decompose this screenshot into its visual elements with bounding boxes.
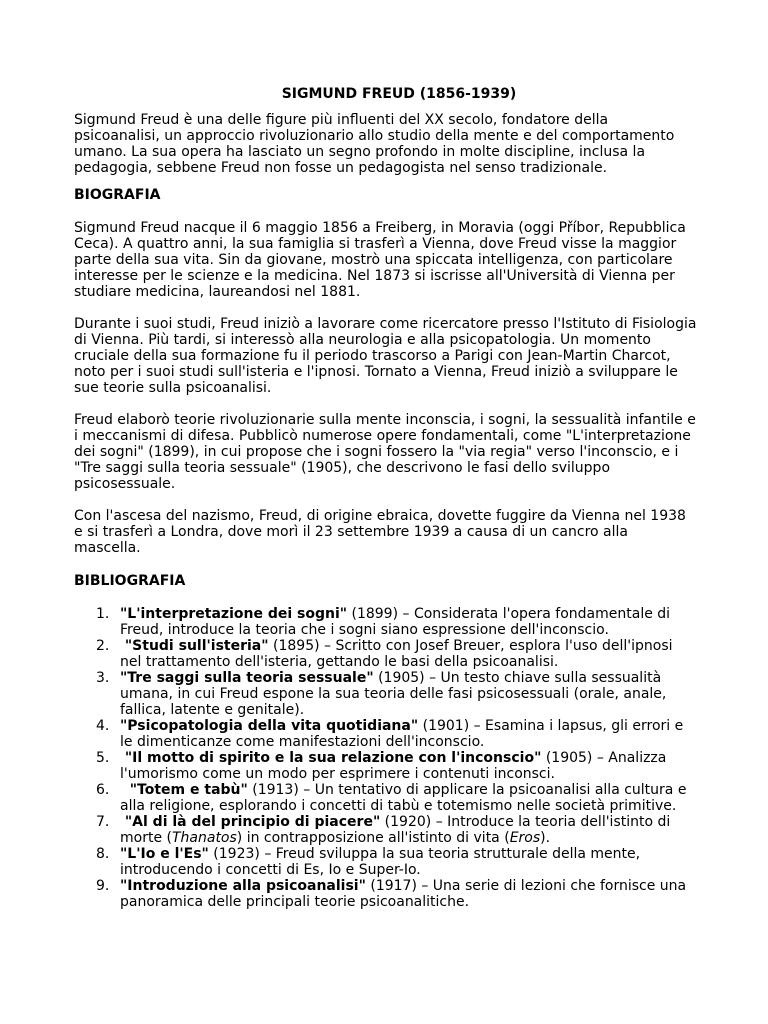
bibliography-item: [96, 606, 698, 638]
bibliography-list: [74, 606, 698, 910]
bibliography-item: [96, 814, 698, 846]
item-number: 2.: [96, 638, 110, 654]
book-description: ) in contrapposizione all'istinto di vita (: [236, 830, 510, 846]
book-description: (1913) – Un tentativo di applicare la psicoanalisi alla cultura e alla religione, esplorando i concetti di tabù e totemismo nelle società primitive.: [120, 782, 687, 814]
item-number: 1.: [96, 606, 110, 622]
bibliography-item: [96, 638, 698, 670]
italic-term: Thanatos: [171, 830, 237, 846]
book-description: (1905) – Un testo chiave sulla sessualità umana, in cui Freud espone la sua teoria delle fasi psicosessuali (orale, anale, fallica, latente e genitale).: [120, 670, 667, 718]
book-description: ).: [540, 830, 551, 846]
item-number: 8.: [96, 846, 110, 862]
biography-paragraph: Sigmund Freud nacque il 6 maggio 1856 a Freiberg, in Moravia (oggi Příbor, Repubblica Ceca). A quattro anni, la sua famiglia si trasferì a Vienna, dove Freud visse la maggior parte della sua vita. Sin da giovane, mostrò una spiccata intelligenza, con particolare interesse per le scienze e la medicina. Nel 1873 si iscrisse all'Università di Vienna per studiare medicina, laureandosi nel 1881.: [74, 220, 686, 300]
item-number: 9.: [96, 878, 110, 894]
book-description: (1923) – Freud sviluppa la sua teoria strutturale della mente, introducendo i concetti di Es, Io e Super-Io.: [120, 846, 641, 878]
bibliography-item: [96, 782, 698, 814]
book-description: (1895) – Scritto con Josef Breuer, esplora l'uso dell'ipnosi nel trattamento dell'isteria, gettando le basi della psicoanalisi.: [120, 638, 673, 670]
book-description: (1899) – Considerata l'opera fondamentale di Freud, introduce la teoria che i sogni siano espressione dell'inconscio.: [120, 606, 671, 638]
item-number: 6.: [96, 782, 110, 798]
book-title: "Studi sull'isteria": [120, 638, 269, 654]
book-description: (1917) – Una serie di lezioni che fornisce una panoramica delle principali teorie psicoanalitiche.: [120, 878, 687, 910]
bibliography-heading: BIBLIOGRAFIA: [74, 573, 186, 589]
bibliography-item: [96, 670, 698, 718]
bibliography-item: [96, 750, 698, 782]
bibliography-item: [96, 718, 698, 750]
document-title: SIGMUND FREUD (1856-1939): [281, 86, 517, 102]
book-title: "Introduzione alla psicoanalisi": [120, 878, 366, 894]
book-title: "Il motto di spirito e la sua relazione con l'inconscio": [120, 750, 542, 766]
book-description: (1901) – Esamina i lapsus, gli errori e le dimenticanze come manifestazioni dell'inconscio.: [120, 718, 684, 750]
biography-paragraph: Durante i suoi studi, Freud iniziò a lavorare come ricercatore presso l'Istituto di Fisiologia di Vienna. Più tardi, si interessò alla neurologia e alla psicopatologia. Un momento cruciale della sua formazione fu il periodo trascorso a Parigi con Jean-Martin Charcot, noto per i suoi studi sull'isteria e l'ipnosi. Tornato a Vienna, Freud iniziò a sviluppare le sue teorie sulla psicoanalisi.: [74, 316, 697, 396]
book-title: "L'Io e l'Es": [120, 846, 209, 862]
bibliography-item: [96, 878, 698, 910]
book-description: (1905) – Analizza l'umorismo come un modo per esprimere i contenuti inconsci.: [120, 750, 667, 782]
item-number: 5.: [96, 750, 110, 766]
book-title: "Psicopatologia della vita quotidiana": [120, 718, 419, 734]
book-title: "L'interpretazione dei sogni": [120, 606, 348, 622]
italic-term: Eros: [509, 830, 541, 846]
document-page: [74, 86, 698, 910]
intro-paragraph: Sigmund Freud è una delle figure più influenti del XX secolo, fondatore della psicoanalisi, un approccio rivoluzionario allo studio della mente e del comportamento umano. La sua opera ha lasciato un segno profondo in molte discipline, inclusa la pedagogia, sebbene Freud non fosse un pedagogista nel senso tradizionale.: [74, 112, 675, 176]
book-title: "Al di là del principio di piacere": [120, 814, 381, 830]
biography-paragraph: Con l'ascesa del nazismo, Freud, di origine ebraica, dovette fuggire da Vienna nel 1938 e si trasferì a Londra, dove morì il 23 settembre 1939 a causa di un cancro alla mascella.: [74, 508, 686, 556]
bibliography-item: [96, 846, 698, 878]
book-title: "Tre saggi sulla teoria sessuale": [120, 670, 374, 686]
item-number: 7.: [96, 814, 110, 830]
item-number: 3.: [96, 670, 110, 686]
biography-heading: BIOGRAFIA: [74, 187, 161, 203]
item-number: 4.: [96, 718, 110, 734]
book-title: "Totem e tabù": [120, 782, 248, 798]
book-description: (1920) – Introduce la teoria dell'istinto di morte (: [120, 814, 671, 846]
biography-paragraph: Freud elaborò teorie rivoluzionarie sulla mente inconscia, i sogni, la sessualità infantile e i meccanismi di difesa. Pubblicò numerose opere fondamentali, come "L'interpretazione dei sogni" (1899), in cui propose che i sogni fossero la "via regia" verso l'inconscio, e i "Tre saggi sulla teoria sessuale" (1905), che descrivono le fasi dello sviluppo psicosessuale.: [74, 412, 696, 492]
